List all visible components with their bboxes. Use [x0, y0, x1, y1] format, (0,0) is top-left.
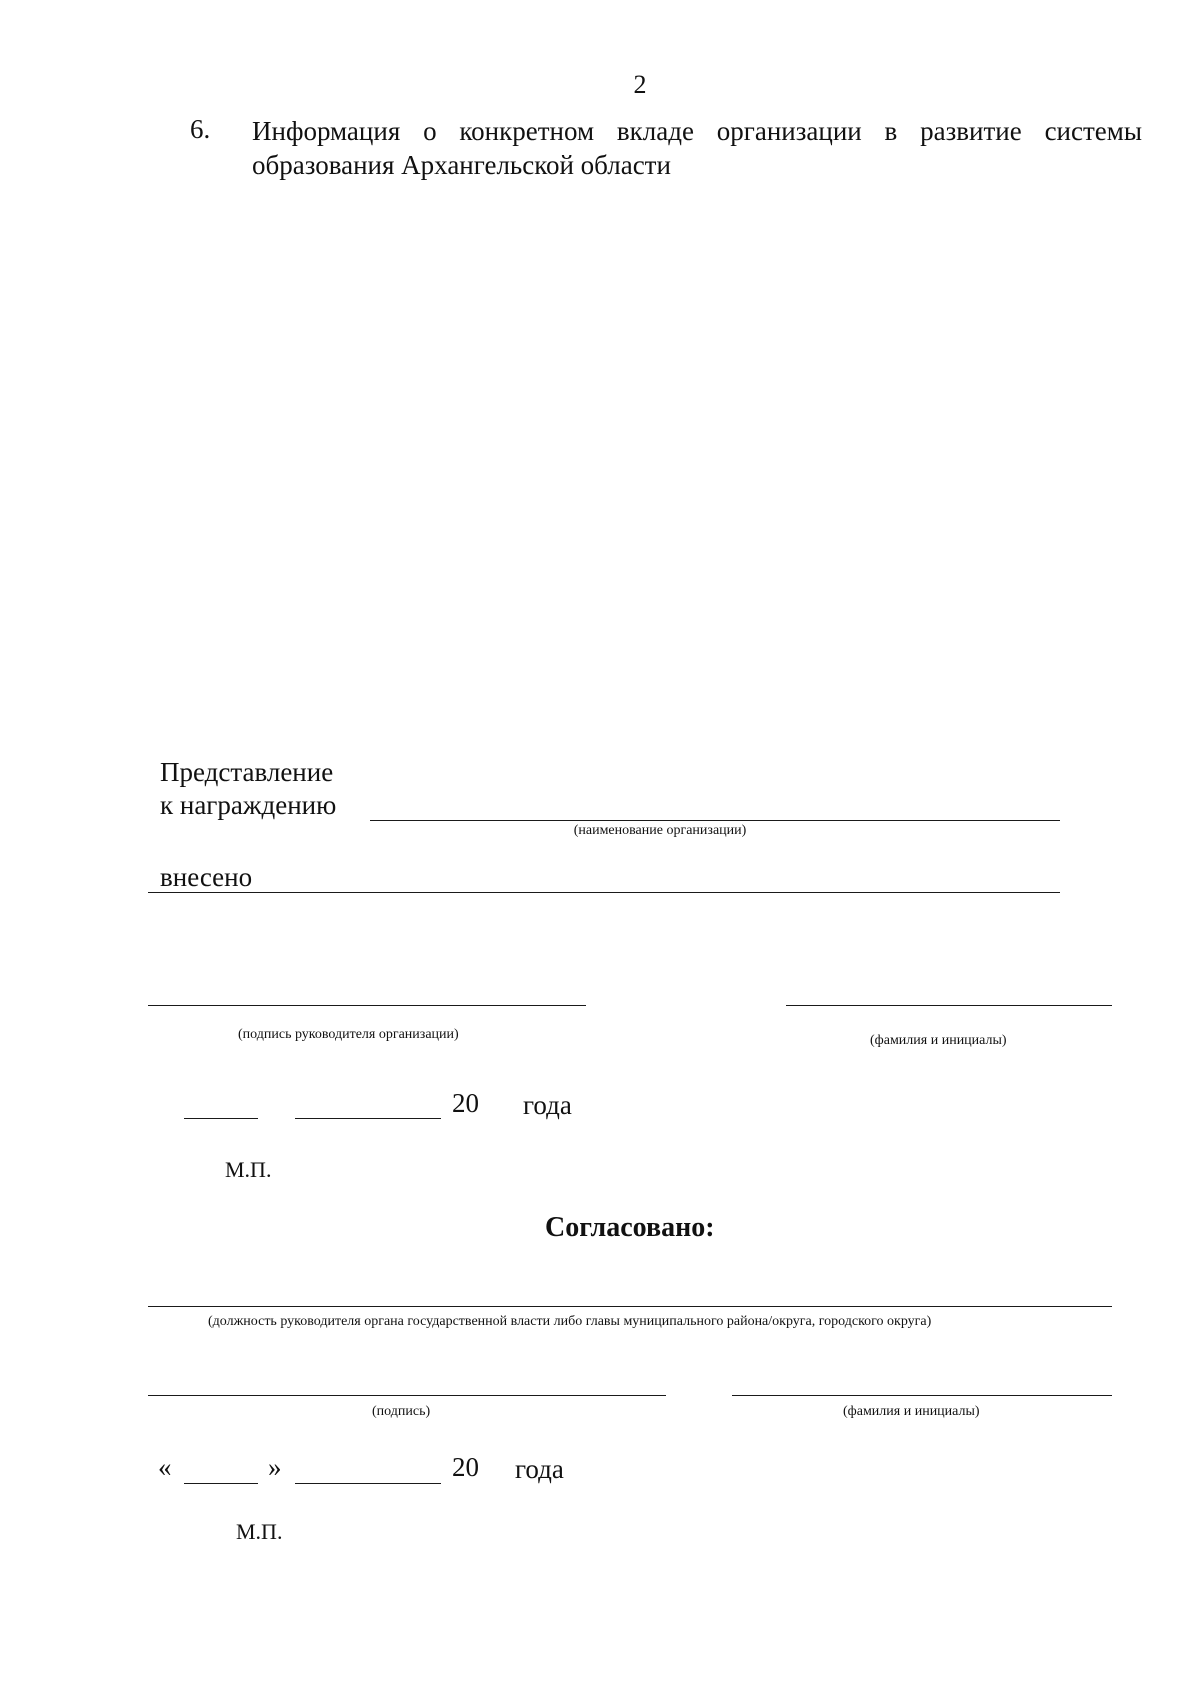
date-day-line[interactable] [184, 1118, 258, 1119]
approval-quote-open: « [158, 1452, 172, 1482]
submitted-by-line[interactable] [148, 892, 1060, 893]
approval-signature-line[interactable] [148, 1395, 666, 1396]
approval-name-caption: (фамилия и инициалы) [843, 1404, 980, 1419]
date-month-line[interactable] [295, 1118, 441, 1119]
date-year-prefix: 20 [452, 1088, 479, 1118]
submitted-label: внесено [160, 862, 253, 892]
head-signature-line[interactable] [148, 1005, 586, 1006]
approval-stamp-label: М.П. [236, 1519, 283, 1544]
approval-title: Согласовано: [545, 1212, 715, 1243]
approval-position-line[interactable] [148, 1306, 1112, 1307]
approval-date-month-line[interactable] [295, 1483, 441, 1484]
date-year-word: года [523, 1090, 572, 1120]
approval-date-day-line[interactable] [184, 1483, 258, 1484]
approval-date-year-prefix: 20 [452, 1452, 479, 1482]
approval-name-line[interactable] [732, 1395, 1112, 1396]
page-number: 2 [633, 70, 647, 99]
approval-date-year-word: года [515, 1454, 564, 1484]
organization-name-line[interactable] [370, 820, 1060, 821]
head-signature-caption: (подпись руководителя организации) [238, 1027, 459, 1042]
nomination-label-line1: Представление [160, 757, 334, 787]
approval-signature-caption: (подпись) [372, 1404, 431, 1419]
organization-name-caption: (наименование организации) [573, 823, 747, 838]
section-number: 6. [190, 114, 211, 144]
stamp-label: М.П. [225, 1157, 272, 1182]
approval-position-caption: (должность руководителя органа государственной власти либо главы муниципального района/округа, городского округа) [208, 1314, 932, 1329]
section-text: Информация о конкретном вкладе организации в развитие системы образования Архангельской области [252, 116, 1142, 180]
head-name-caption: (фамилия и инициалы) [870, 1033, 1007, 1048]
head-name-line[interactable] [786, 1005, 1112, 1006]
nomination-label-line2: к награждению [160, 790, 337, 820]
approval-quote-close: » [268, 1452, 282, 1482]
